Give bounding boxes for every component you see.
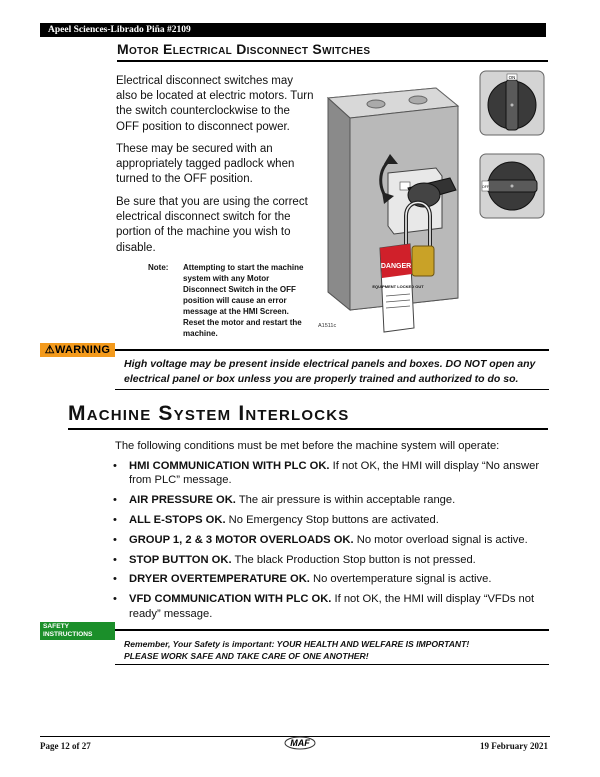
figure-label: A1511c [318, 323, 337, 329]
list-item: • DRYER OVERTEMPERATURE OK. No overtemperature signal is active. [113, 573, 492, 586]
note-label: Note: [148, 263, 169, 272]
item-text: If not OK, the HMI will display “VFDs not ready” message. [129, 593, 535, 620]
paragraph-3: Be sure that you are using the correct electrical disconnect switch for the portion of the machine you wish to disable. [116, 196, 308, 254]
tag-danger-text: DANGER [380, 263, 412, 270]
item-text: The air pressure is within acceptable range. [235, 494, 456, 507]
safety-badge-line2: INSTRUCTIONS [43, 631, 93, 638]
page-number: Page 12 of 27 [40, 741, 91, 751]
list-item: • VFD COMMUNICATION WITH PLC OK. If not OK, the HMI will display “VFDs not ready” message. [113, 593, 535, 620]
tag-locked-text: EQUIPMENT LOCKED OUT [372, 284, 424, 289]
warning-rule-bottom [115, 389, 549, 390]
note-text: Attempting to start the machine system with any Motor Disconnect Switch in the OFF position will cause an error message at the HMI Screen. Reset the motor and restart the machine. [183, 263, 304, 338]
item-title: STOP BUTTON OK. [129, 553, 232, 566]
safety-line-1: Remember, Your Safety is important: YOUR HEALTH AND WELFARE IS IMPORTANT! [124, 639, 470, 649]
switch-on-icon [479, 70, 545, 136]
list-item: • STOP BUTTON OK. The black Production Stop button is not pressed. [113, 553, 476, 566]
list-item: • ALL E-STOPS OK. No Emergency Stop buttons are activated. [113, 514, 439, 526]
item-title: DRYER OVERTEMPERATURE OK. [129, 573, 310, 586]
off-label: OFF [482, 185, 489, 189]
item-title: VFD COMMUNICATION WITH PLC OK. [129, 593, 332, 606]
item-text: No overtemperature signal is active. [309, 573, 492, 586]
item-text: The black Production Stop button is not pressed. [231, 553, 476, 566]
safety-line-2: PLEASE WORK SAFE AND TAKE CARE OF ONE ANOTHER! [124, 651, 369, 661]
safety-rule-top [115, 629, 549, 631]
safety-badge-line1: SAFETY [43, 623, 70, 630]
warning-badge: ⚠WARNING [40, 343, 115, 357]
section-title-disconnect: Motor Electrical Disconnect Switches [117, 41, 371, 57]
on-label: ON [508, 75, 516, 80]
item-text: If not OK, the HMI will display “No answer from PLC” message. [129, 460, 540, 487]
section-title-rule [117, 60, 548, 62]
item-text: No motor overload signal is active. [353, 533, 528, 546]
safety-badge [40, 622, 115, 640]
warning-text: High voltage may be present inside electrical panels and boxes. DO NOT open any electrical panel or box unless you are properly trained and authorized to do so. [124, 358, 536, 385]
item-text: No Emergency Stop buttons are activated. [225, 514, 439, 526]
switch-off-icon [479, 153, 545, 219]
interlock-list [111, 459, 551, 626]
section-title-rule-2 [68, 428, 548, 430]
section-title-interlocks: Machine System Interlocks [68, 402, 350, 425]
item-title: AIR PRESSURE OK. [129, 494, 236, 507]
item-title: ALL E-STOPS OK. [129, 514, 226, 526]
warning-rule-top [115, 349, 549, 351]
danger-tag [380, 244, 412, 278]
paragraph-2: These may be secured with an appropriately tagged padlock when turned to the OFF position. [116, 143, 295, 186]
list-item: • GROUP 1, 2 & 3 MOTOR OVERLOADS OK. No motor overload signal is active. [113, 533, 528, 546]
footer-date: 19 February 2021 [480, 741, 548, 751]
disconnect-switch-illustration [318, 78, 468, 338]
header-bar [40, 23, 546, 37]
item-title: GROUP 1, 2 & 3 MOTOR OVERLOADS OK. [129, 533, 354, 546]
paragraph-1: Electrical disconnect switches may also be located at electric motors. Turn the switch counterclockwise to the OFF position to disconnect power. [116, 75, 314, 133]
interlocks-intro: The following conditions must be met before the machine system will operate: [115, 440, 500, 452]
list-item: • HMI COMMUNICATION WITH PLC OK. If not OK, the HMI will display “No answer from PLC” message. [113, 460, 540, 487]
maf-logo-icon [284, 735, 316, 750]
safety-rule-bottom [115, 664, 549, 665]
logo-text: MAF [290, 738, 310, 748]
list-item: • AIR PRESSURE OK. The air pressure is within acceptable range. [113, 494, 456, 507]
item-title: HMI COMMUNICATION WITH PLC OK. [129, 460, 330, 472]
safety-text [124, 638, 544, 662]
document-title: Apeel Sciences-Librado Piña #2109 [48, 25, 191, 35]
